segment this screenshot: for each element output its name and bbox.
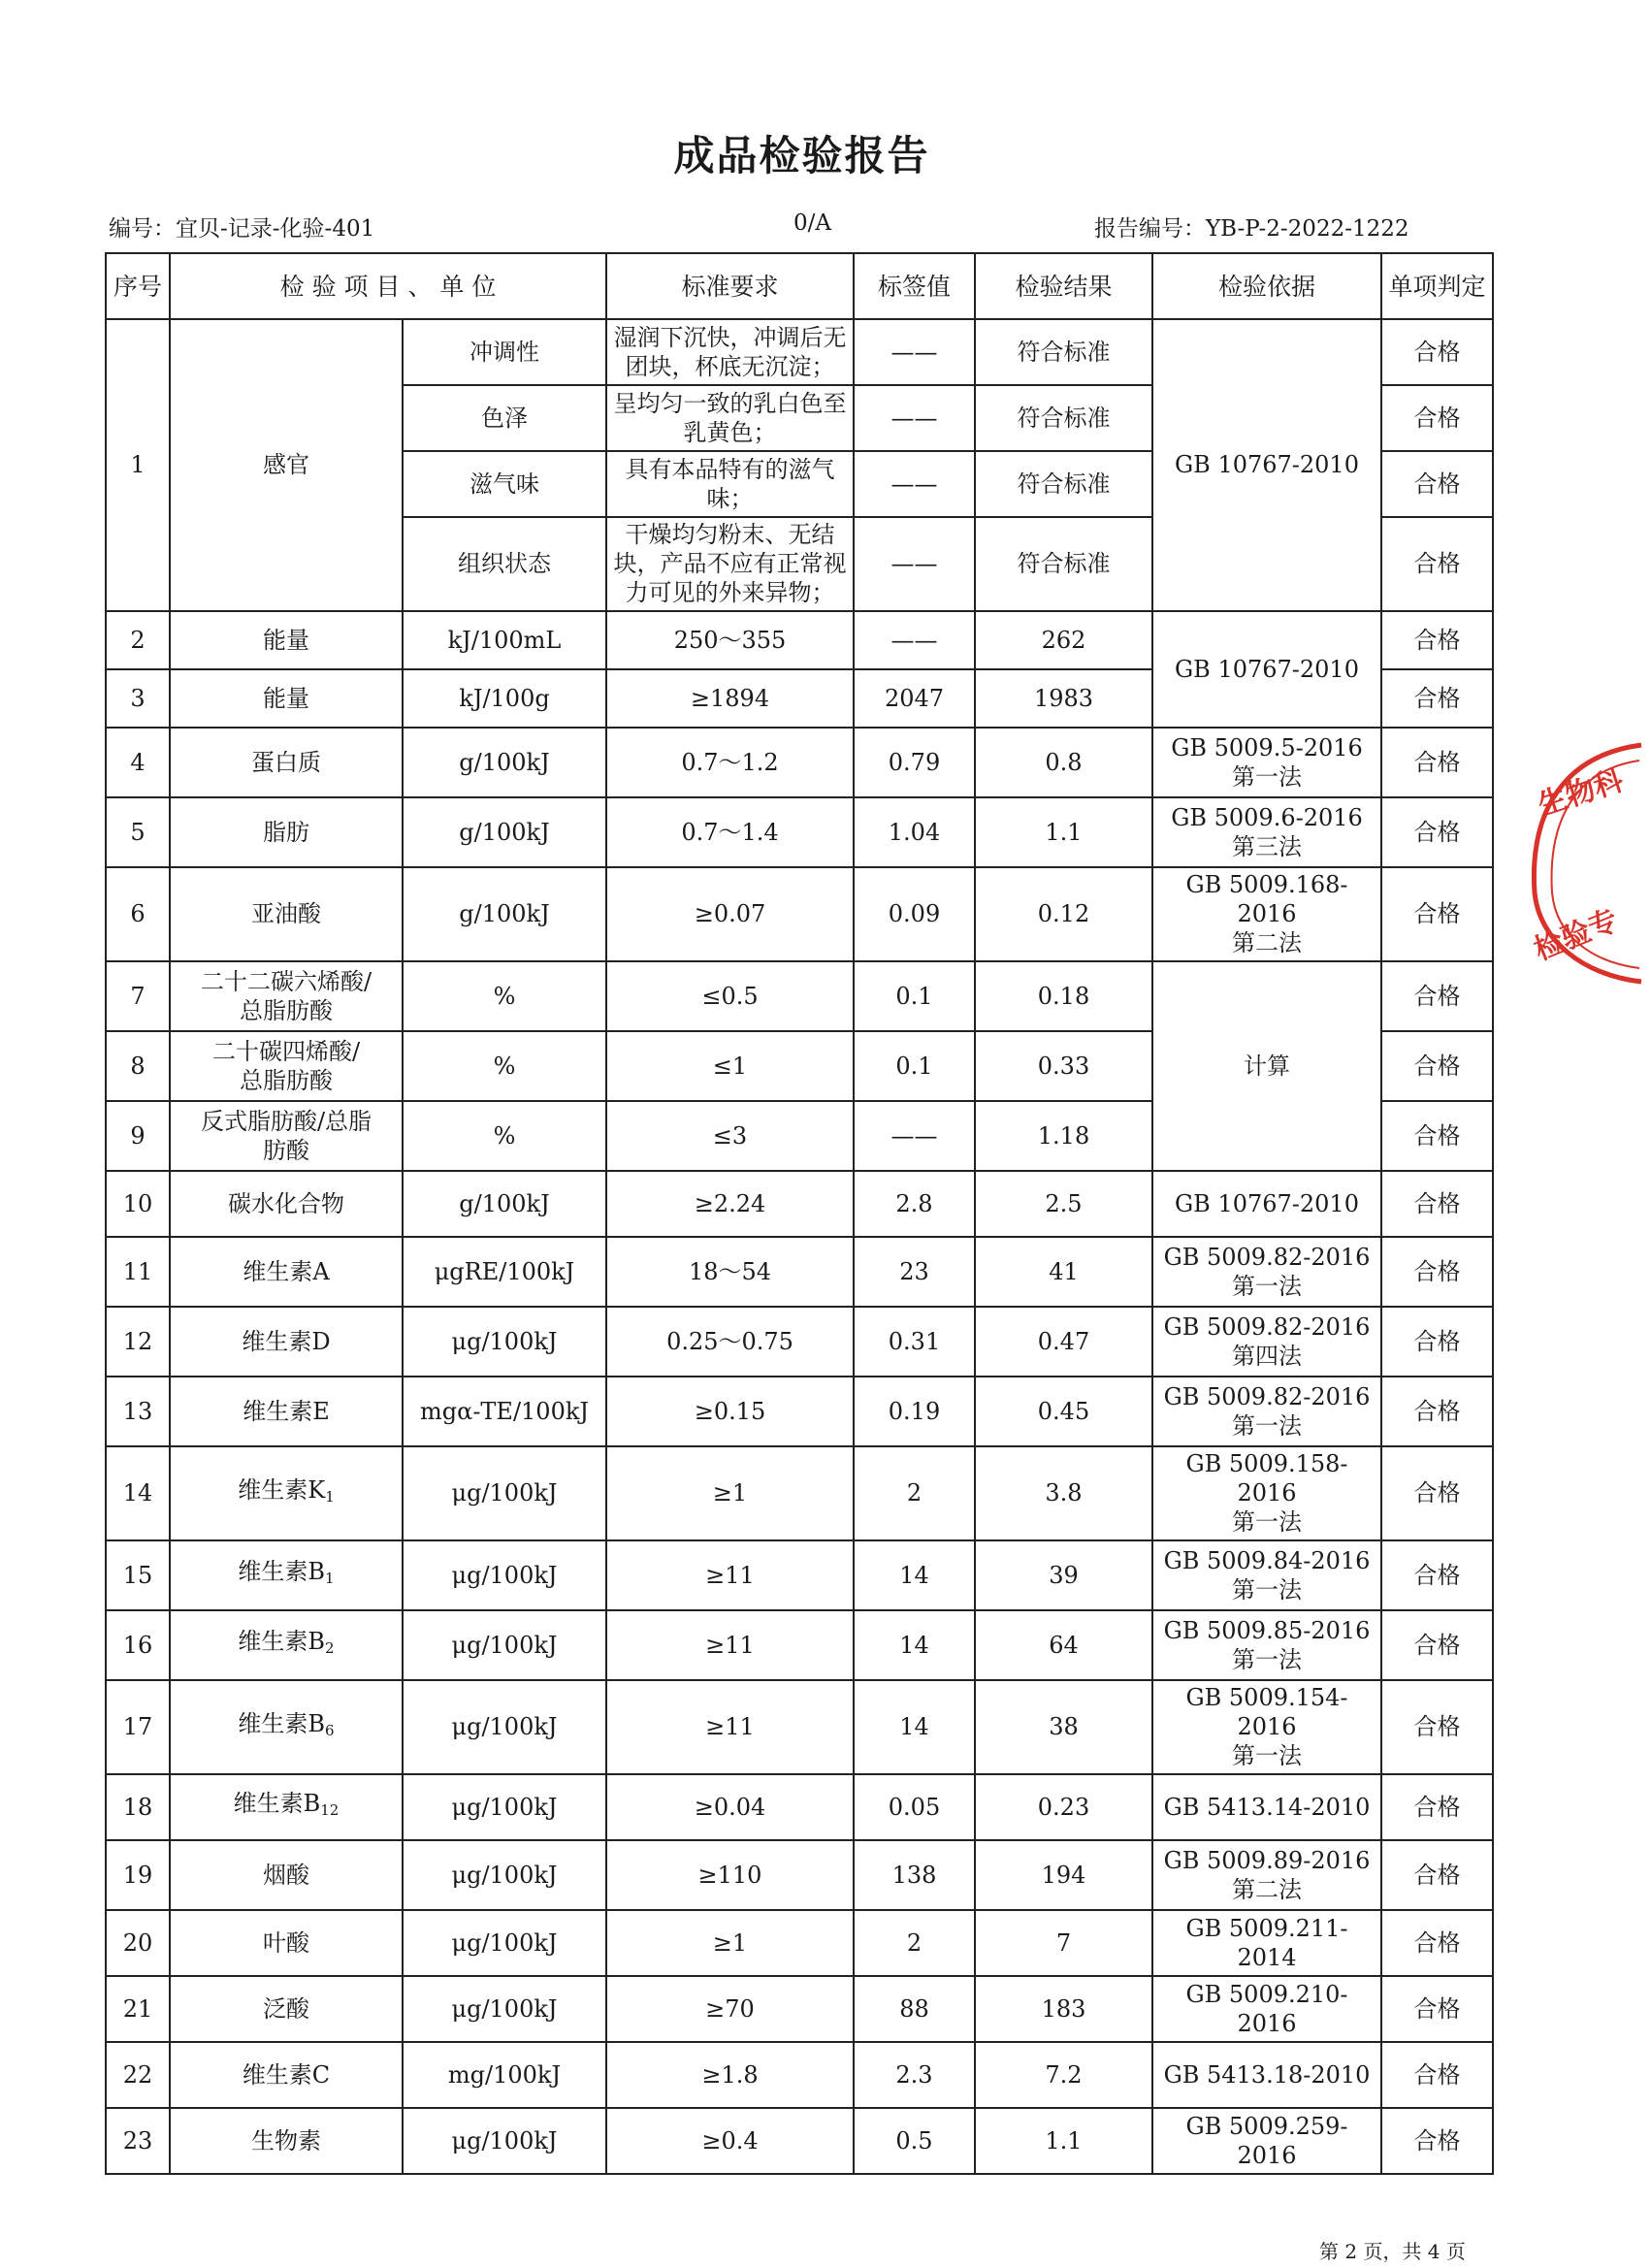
row-basis [1152, 1540, 1381, 1610]
row-item [170, 1976, 403, 2042]
item-subscript: 1 [325, 1487, 335, 1506]
table-header-row [106, 253, 1493, 319]
row-unit: μg/100kJ [403, 2108, 606, 2174]
table-row [106, 1680, 1493, 1774]
row-basis-line: GB 5009.211-2014 [1185, 1914, 1348, 1971]
item-name: 维生素B [238, 1628, 326, 1655]
row-standard-line: 具有本品特有的滋气 [625, 455, 835, 483]
table-row [106, 867, 1493, 961]
row-seq: 19 [106, 1840, 170, 1910]
row-label: 0.19 [854, 1377, 975, 1446]
row-standard: 0.7～1.4 [606, 797, 854, 867]
row-standard: 0.7～1.2 [606, 728, 854, 797]
row-standard [606, 385, 854, 451]
row-basis-line: GB 5009.89-2016 [1163, 1846, 1371, 1874]
row-basis-line: GB 5009.154-2016 [1185, 1684, 1348, 1740]
item-name: 泛酸 [263, 1994, 309, 2023]
row-seq: 6 [106, 867, 170, 961]
row-item: 滋气味 [403, 451, 606, 517]
row-seq: 10 [106, 1171, 170, 1237]
row-seq: 18 [106, 1774, 170, 1840]
doc-code: 编号：宜贝-记录-化验-401 [109, 216, 375, 242]
row-judge: 合格 [1381, 1101, 1493, 1171]
table-row [106, 2042, 1493, 2108]
row-basis [1152, 1237, 1381, 1307]
row-judge: 合格 [1381, 451, 1493, 517]
row-seq: 5 [106, 797, 170, 867]
row-basis [1152, 1840, 1381, 1910]
row-judge: 合格 [1381, 1540, 1493, 1610]
row-result: 0.18 [975, 961, 1152, 1031]
item-name: 维生素B [238, 1558, 326, 1585]
row-standard-line: 湿润下沉快，冲调后无 [613, 323, 847, 351]
page-info: 第 2 页，共 4 页 [1319, 2240, 1466, 2263]
row-unit: g/100kJ [403, 728, 606, 797]
table-row [106, 1840, 1493, 1910]
row-basis [1152, 728, 1381, 797]
row-item-line: 反式脂肪酸/总脂 [200, 1107, 372, 1135]
row-basis-line: 第一法 [1232, 1742, 1302, 1769]
row-standard: 250～355 [606, 611, 854, 669]
row-seq: 16 [106, 1610, 170, 1680]
row-judge: 合格 [1381, 517, 1493, 611]
row-basis [1152, 2108, 1381, 2174]
row-unit: mg/100kJ [403, 2042, 606, 2108]
row-result: 64 [975, 1610, 1152, 1680]
row-standard: ≥1 [606, 1910, 854, 1976]
row-item: 能量 [170, 669, 403, 728]
item-name: 维生素B [238, 1709, 326, 1737]
row-label: —— [854, 1101, 975, 1171]
row-item [170, 1610, 403, 1680]
row-basis-line: 第二法 [1232, 1875, 1302, 1903]
row-basis [1152, 1774, 1381, 1840]
row-seq: 20 [106, 1910, 170, 1976]
row-seq: 13 [106, 1377, 170, 1446]
row-unit: g/100kJ [403, 1171, 606, 1237]
row-seq: 21 [106, 1976, 170, 2042]
row-judge: 合格 [1381, 2108, 1493, 2174]
row-result: 262 [975, 611, 1152, 669]
item-subscript: 6 [325, 1721, 335, 1739]
row-basis-line: 第一法 [1231, 762, 1302, 791]
row-item [170, 1377, 403, 1446]
row-label: 0.05 [854, 1774, 975, 1840]
row-item [170, 1680, 403, 1774]
table-row [106, 1976, 1493, 2042]
row-judge: 合格 [1381, 1840, 1493, 1910]
row-standard: ≥2.24 [606, 1171, 854, 1237]
row-basis [1152, 797, 1381, 867]
row-judge: 合格 [1381, 1171, 1493, 1237]
row-basis-line: 第一法 [1232, 1645, 1302, 1673]
row-unit: μg/100kJ [403, 1307, 606, 1377]
report-title: 成品检验报告 [673, 132, 930, 179]
row-standard: ≥11 [606, 1540, 854, 1610]
row-seq: 2 [106, 611, 170, 669]
row-result: 7 [975, 1910, 1152, 1976]
table-body [106, 319, 1493, 2174]
table-row [106, 1237, 1493, 1307]
row-result: 符合标准 [975, 451, 1152, 517]
item-subscript: 2 [325, 1639, 335, 1657]
seal-text-bottom: 检验专 [1529, 903, 1624, 968]
row-standard-line: 块，产品不应有正常视 [613, 550, 847, 577]
row-unit: % [403, 1101, 606, 1171]
row-standard-line: 味； [706, 484, 754, 512]
row-standard: ≥0.4 [606, 2108, 854, 2174]
item-name: 维生素D [242, 1327, 331, 1355]
row-item: 脂肪 [170, 797, 403, 867]
row-standard [606, 319, 854, 385]
row-basis-line: 第二法 [1232, 929, 1302, 956]
table-row [106, 1610, 1493, 1680]
row-seq: 17 [106, 1680, 170, 1774]
row-result: 0.23 [975, 1774, 1152, 1840]
row-label: 23 [854, 1237, 975, 1307]
row-judge: 合格 [1381, 797, 1493, 867]
row-label: 2047 [854, 669, 975, 728]
row-unit: % [403, 961, 606, 1031]
item-name: 碳水化合物 [228, 1189, 344, 1217]
row-label: 88 [854, 1976, 975, 2042]
row-result: 0.47 [975, 1307, 1152, 1377]
row-result: 41 [975, 1237, 1152, 1307]
row-standard: ≥1 [606, 1446, 854, 1540]
row-seq: 23 [106, 2108, 170, 2174]
row-item: 亚油酸 [170, 867, 403, 961]
header-item-unit: 检 验 项 目 、 单 位 [170, 253, 606, 319]
row-label: 0.1 [854, 1031, 975, 1101]
header-basis: 检验依据 [1152, 253, 1381, 319]
row-item [170, 1171, 403, 1237]
row-item: 色泽 [403, 385, 606, 451]
row-basis [1152, 1610, 1381, 1680]
row-item-line: 肪酸 [263, 1136, 309, 1164]
row-result: 7.2 [975, 2042, 1152, 2108]
row-result: 2.5 [975, 1171, 1152, 1237]
row-basis-line: GB 5009.210-2016 [1185, 1980, 1348, 2037]
row-item [170, 1774, 403, 1840]
row-standard: ≤0.5 [606, 961, 854, 1031]
header-judge: 单项判定 [1381, 253, 1493, 319]
row-standard: ≥1.8 [606, 2042, 854, 2108]
row-basis [1152, 2042, 1381, 2108]
item-name: 维生素K [238, 1475, 326, 1504]
row-label: 1.04 [854, 797, 975, 867]
row-item [170, 1031, 403, 1101]
row-basis-line: GB 5413.18-2010 [1163, 2060, 1371, 2089]
row-standard: ≥11 [606, 1610, 854, 1680]
header-result: 检验结果 [975, 253, 1152, 319]
row-standard [606, 517, 854, 611]
row-basis-line: GB 5413.14-2010 [1163, 1793, 1371, 1821]
row-standard: ≥0.07 [606, 867, 854, 961]
row-basis-line: 第一法 [1232, 1575, 1302, 1604]
row-result: 1.1 [975, 2108, 1152, 2174]
row-judge: 合格 [1381, 728, 1493, 797]
row-result: 0.33 [975, 1031, 1152, 1101]
table-row [106, 797, 1493, 867]
row-standard-line: 团块，杯底无沉淀； [625, 352, 835, 380]
row-item-line: 总脂肪酸 [240, 1066, 333, 1094]
row-item [170, 1446, 403, 1540]
row-item [170, 961, 403, 1031]
row-judge: 合格 [1381, 669, 1493, 728]
table-row-calc [106, 961, 1493, 1031]
row-standard: ≥0.04 [606, 1774, 854, 1840]
row-unit: μgRE/100kJ [403, 1237, 606, 1307]
row-standard: 0.25～0.75 [606, 1307, 854, 1377]
row-basis [1152, 1976, 1381, 2042]
row-result: 3.8 [975, 1446, 1152, 1540]
row-basis-line: 第四法 [1232, 1342, 1302, 1370]
row-seq: 12 [106, 1307, 170, 1377]
row-item [170, 1540, 403, 1610]
row-basis-line: 第三法 [1231, 832, 1302, 860]
row-result: 符合标准 [975, 385, 1152, 451]
red-seal-stamp [1515, 737, 1651, 989]
row-basis-line: GB 5009.82-2016 [1163, 1382, 1371, 1410]
row-label: 0.79 [854, 728, 975, 797]
row-result: 符合标准 [975, 517, 1152, 611]
row-standard: ≥1894 [606, 669, 854, 728]
row-basis: GB 10767-2010 [1152, 611, 1381, 728]
row-seq: 3 [106, 669, 170, 728]
row-item: 冲调性 [403, 319, 606, 385]
row-item [170, 1307, 403, 1377]
row-unit: μg/100kJ [403, 1976, 606, 2042]
row-item: 能量 [170, 611, 403, 669]
row-item: 蛋白质 [170, 728, 403, 797]
row-item-line: 总脂肪酸 [240, 996, 333, 1024]
row-basis-line: GB 5009.259-2016 [1185, 2112, 1348, 2169]
header-label: 标签值 [854, 253, 975, 319]
row-basis: 计算 [1152, 961, 1381, 1171]
row-seq: 4 [106, 728, 170, 797]
row-unit: μg/100kJ [403, 1680, 606, 1774]
row-result: 183 [975, 1976, 1152, 2042]
row-basis-line: GB 10767-2010 [1175, 1189, 1359, 1217]
item-name: 维生素B [233, 1790, 321, 1817]
row-item [170, 2042, 403, 2108]
row-label: 2 [854, 1910, 975, 1976]
row-basis-line: GB 5009.158-2016 [1185, 1450, 1348, 1507]
table-row [106, 1171, 1493, 1237]
table-row [106, 2108, 1493, 2174]
doc-version: 0/A [793, 211, 831, 236]
row-result: 1.18 [975, 1101, 1152, 1171]
table-row [106, 1540, 1493, 1610]
table-row [106, 1910, 1493, 1976]
row-label: 14 [854, 1540, 975, 1610]
row-basis-line: GB 5009.6-2016 [1171, 803, 1363, 831]
row-judge: 合格 [1381, 1237, 1493, 1307]
item-name: 维生素C [242, 2060, 331, 2089]
row-basis-line: GB 5009.82-2016 [1163, 1243, 1371, 1271]
row-judge: 合格 [1381, 385, 1493, 451]
row-judge: 合格 [1381, 867, 1493, 961]
row-basis [1152, 1171, 1381, 1237]
row-seq: 8 [106, 1031, 170, 1101]
row-judge: 合格 [1381, 1680, 1493, 1774]
row-label: 0.5 [854, 2108, 975, 2174]
row-unit: g/100kJ [403, 867, 606, 961]
row-label: 14 [854, 1680, 975, 1774]
item-name: 维生素E [243, 1397, 330, 1425]
row-judge: 合格 [1381, 1910, 1493, 1976]
header-standard: 标准要求 [606, 253, 854, 319]
row-seq: 1 [106, 319, 170, 611]
report-number: 报告编号：YB-P-2-2022-1222 [1094, 216, 1409, 242]
row-basis [1152, 1377, 1381, 1446]
row-item [170, 1101, 403, 1171]
row-item-line: 二十二碳六烯酸/ [200, 967, 372, 995]
row-standard: ≥70 [606, 1976, 854, 2042]
row-standard: 18～54 [606, 1237, 854, 1307]
row-item [170, 1237, 403, 1307]
row-basis-line: 第一法 [1232, 1508, 1302, 1536]
row-unit: kJ/100mL [403, 611, 606, 669]
row-result: 1.1 [975, 797, 1152, 867]
row-judge: 合格 [1381, 2042, 1493, 2108]
row-standard: ≥110 [606, 1840, 854, 1910]
row-seq: 9 [106, 1101, 170, 1171]
row-judge: 合格 [1381, 611, 1493, 669]
row-basis: GB 10767-2010 [1152, 319, 1381, 611]
seal-text-top: 生物科 [1534, 763, 1628, 824]
row-label: 0.31 [854, 1307, 975, 1377]
row-standard-line: 力可见的外来异物； [625, 579, 835, 606]
row-judge: 合格 [1381, 1976, 1493, 2042]
item-name: 生物素 [251, 2126, 321, 2155]
row-unit: μg/100kJ [403, 1840, 606, 1910]
row-label: —— [854, 385, 975, 451]
row-basis-line: GB 5009.84-2016 [1163, 1546, 1371, 1574]
table-row [106, 728, 1493, 797]
row-judge: 合格 [1381, 1377, 1493, 1446]
row-basis-line: GB 5009.168-2016 [1185, 871, 1348, 927]
row-result: 符合标准 [975, 319, 1152, 385]
row-seq: 22 [106, 2042, 170, 2108]
row-result: 38 [975, 1680, 1152, 1774]
row-basis-line: 第一法 [1232, 1272, 1302, 1300]
row-item: 组织状态 [403, 517, 606, 611]
row-result: 0.12 [975, 867, 1152, 961]
table-row-energy [106, 611, 1493, 669]
inspection-table [105, 252, 1494, 2175]
row-judge: 合格 [1381, 961, 1493, 1031]
row-result: 1983 [975, 669, 1152, 728]
row-unit: mgα-TE/100kJ [403, 1377, 606, 1446]
row-basis-line: GB 5009.85-2016 [1163, 1616, 1371, 1644]
row-label: 2.3 [854, 2042, 975, 2108]
row-item [170, 1910, 403, 1976]
row-standard: ≤1 [606, 1031, 854, 1101]
item-subscript: 12 [320, 1801, 340, 1819]
row-label: —— [854, 611, 975, 669]
row-judge: 合格 [1381, 1446, 1493, 1540]
row-standard: ≥0.15 [606, 1377, 854, 1446]
row-label: 14 [854, 1610, 975, 1680]
row-basis [1152, 1680, 1381, 1774]
row-seq: 7 [106, 961, 170, 1031]
row-standard-line: 干燥均匀粉末、无结 [625, 521, 835, 548]
item-subscript: 1 [325, 1570, 335, 1587]
row-label: 0.09 [854, 867, 975, 961]
row-basis-line: GB 5009.5-2016 [1171, 733, 1363, 761]
item-name: 维生素A [243, 1257, 330, 1285]
row-item [170, 2108, 403, 2174]
row-basis [1152, 1307, 1381, 1377]
row-seq: 15 [106, 1540, 170, 1610]
row-unit: μg/100kJ [403, 1610, 606, 1680]
row-basis [1152, 1910, 1381, 1976]
row-unit: μg/100kJ [403, 1774, 606, 1840]
row-unit: μg/100kJ [403, 1540, 606, 1610]
row-judge: 合格 [1381, 319, 1493, 385]
table-row [106, 1307, 1493, 1377]
row-label: 2.8 [854, 1171, 975, 1237]
row-standard [606, 451, 854, 517]
table-row [106, 1446, 1493, 1540]
row-judge: 合格 [1381, 1307, 1493, 1377]
row-label: —— [854, 517, 975, 611]
row-label: 0.1 [854, 961, 975, 1031]
item-name: 叶酸 [263, 1928, 309, 1957]
row-seq: 14 [106, 1446, 170, 1540]
row-result: 194 [975, 1840, 1152, 1910]
row-label: 138 [854, 1840, 975, 1910]
row-judge: 合格 [1381, 1774, 1493, 1840]
row-judge: 合格 [1381, 1031, 1493, 1101]
row-unit: μg/100kJ [403, 1446, 606, 1540]
row-unit: μg/100kJ [403, 1910, 606, 1976]
row-seq: 11 [106, 1237, 170, 1307]
item-name: 烟酸 [263, 1861, 309, 1889]
sensory-category: 感官 [170, 319, 403, 611]
row-standard: ≥11 [606, 1680, 854, 1774]
table-row [106, 1377, 1493, 1446]
row-item-line: 二十碳四烯酸/ [211, 1037, 361, 1065]
row-standard: ≤3 [606, 1101, 854, 1171]
row-standard-line: 呈均匀一致的乳白色至 [613, 389, 847, 417]
row-result: 39 [975, 1540, 1152, 1610]
table-row [106, 1774, 1493, 1840]
row-unit: g/100kJ [403, 797, 606, 867]
row-unit: % [403, 1031, 606, 1101]
row-basis [1152, 1446, 1381, 1540]
row-item [170, 1840, 403, 1910]
row-judge: 合格 [1381, 1610, 1493, 1680]
table-row-sensory [106, 319, 1493, 385]
row-basis-line: GB 5009.82-2016 [1163, 1312, 1371, 1341]
row-label: —— [854, 319, 975, 385]
row-basis-line: 第一法 [1232, 1411, 1302, 1440]
row-standard-line: 乳黄色； [683, 418, 777, 446]
row-unit: kJ/100g [403, 669, 606, 728]
row-result: 0.8 [975, 728, 1152, 797]
header-seq: 序号 [106, 253, 170, 319]
row-label: 2 [854, 1446, 975, 1540]
row-label: —— [854, 451, 975, 517]
row-result: 0.45 [975, 1377, 1152, 1446]
row-basis [1152, 867, 1381, 961]
